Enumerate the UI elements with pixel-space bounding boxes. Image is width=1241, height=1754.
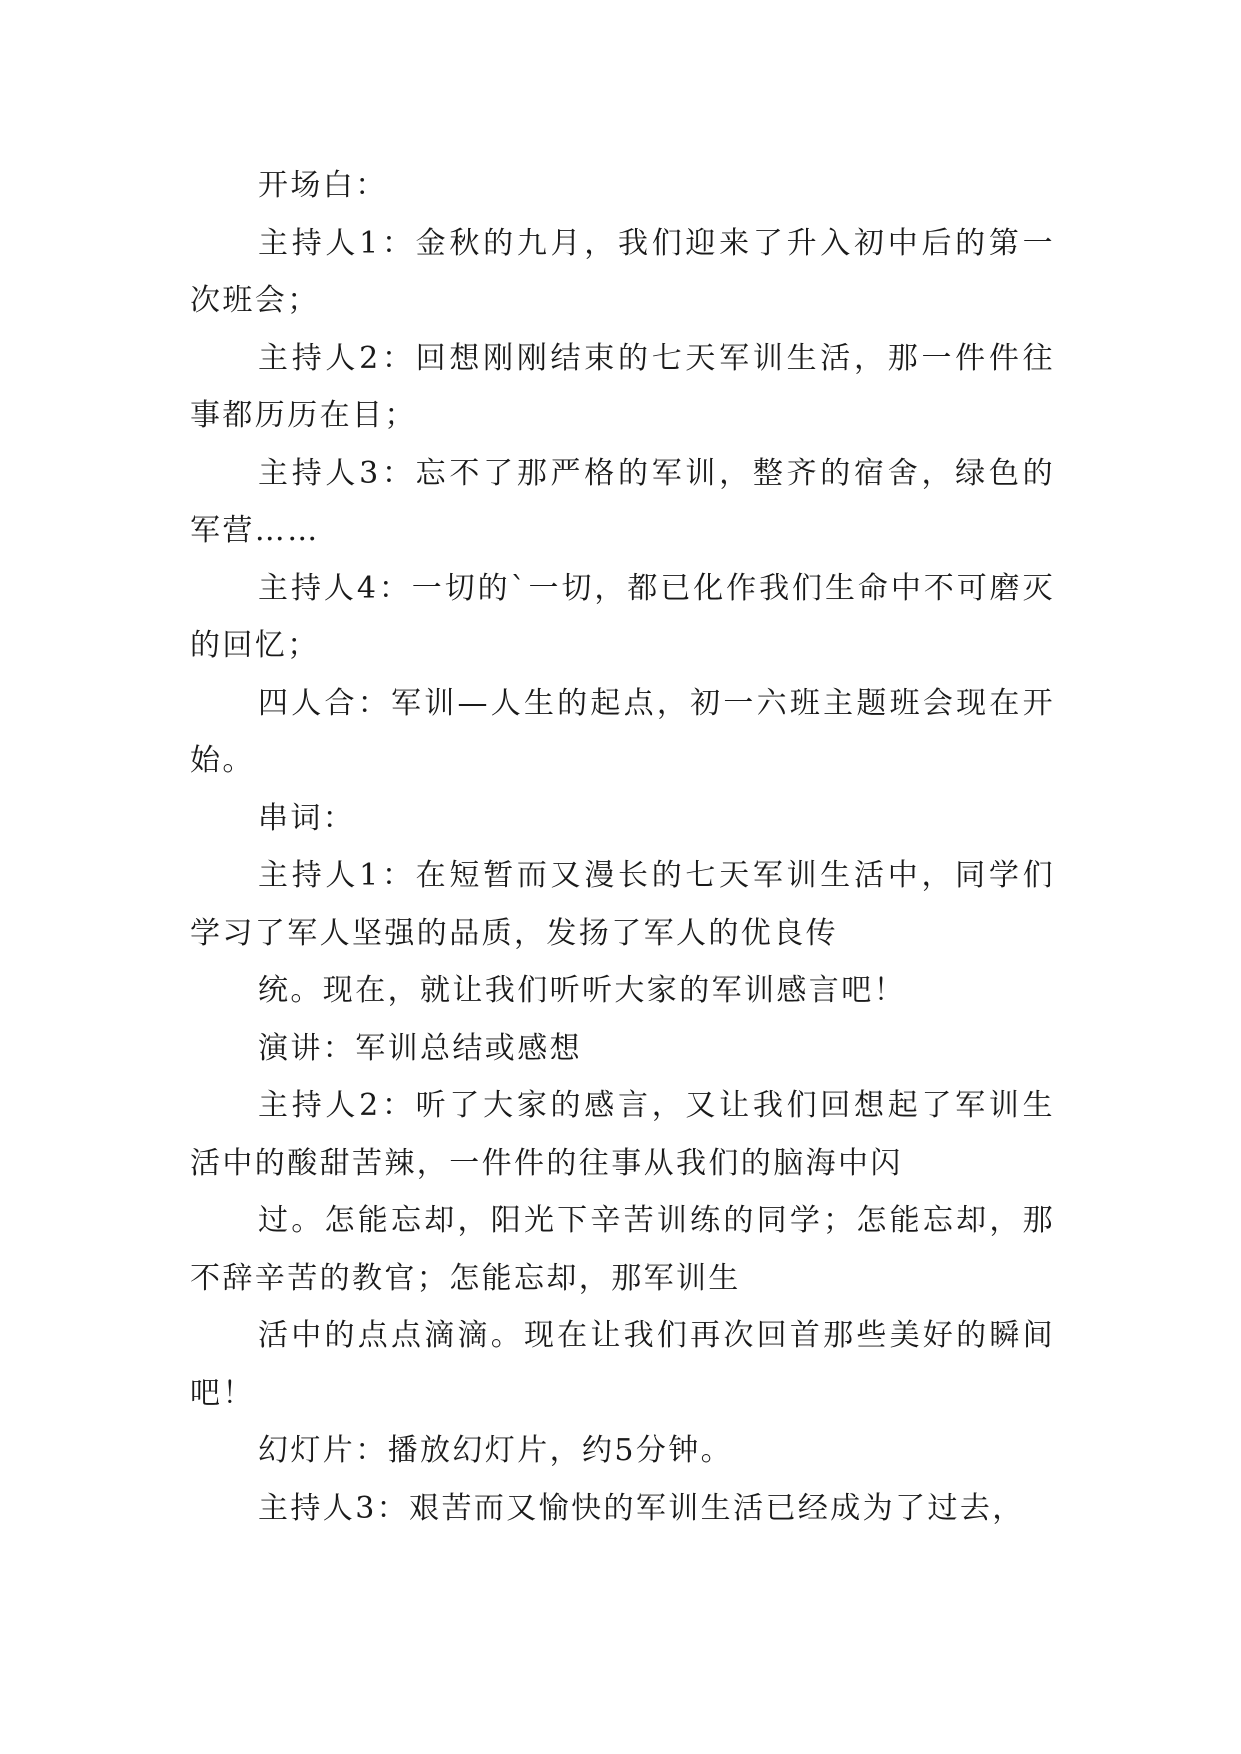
paragraph-speech: 演讲：军训总结或感想 — [258, 1030, 582, 1066]
paragraph-slideshow: 幻灯片：播放幻灯片，约5分钟。 — [258, 1433, 734, 1468]
paragraph-host2-closing: 活中的点点滴滴。现在让我们再次回首那些美好的瞬间吧！ — [190, 1318, 1055, 1411]
paragraph-opening-heading: 开场白： — [258, 168, 388, 203]
paragraph-host3-transition: 主持人3：艰苦而又愉快的军训生活已经成为了过去， — [258, 1490, 1025, 1526]
paragraph-host2-continued: 过。怎能忘却，阳光下辛苦训练的同学；怎能忘却，那不辞辛苦的教官；怎能忘却，那军训生 — [190, 1203, 1055, 1296]
paragraph-host3-intro: 主持人3：忘不了那严格的军训，整齐的宿舍，绿色的军营…… — [190, 455, 1055, 548]
paragraph-host1-continued: 统。现在，就让我们听听大家的军训感言吧！ — [258, 973, 906, 1008]
paragraph-host1-intro: 主持人1：金秋的九月，我们迎来了升入初中后的第一次班会； — [190, 225, 1055, 318]
paragraph-transition-heading: 串词： — [258, 800, 356, 836]
paragraph-all-hosts: 四人合：军训—人生的起点，初一六班主题班会现在开始。 — [190, 685, 1055, 778]
paragraph-host2-transition: 主持人2：听了大家的感言，又让我们回想起了军训生活中的酸甜苦辣，一件件的往事从我们的脑海中闪 — [190, 1088, 1055, 1181]
paragraph-host1-transition: 主持人1：在短暂而又漫长的七天军训生活中，同学们学习了军人坚强的品质，发扬了军人的优良传 — [190, 858, 1055, 951]
paragraph-host2-intro: 主持人2：回想刚刚结束的七天军训生活，那一件件往事都历历在目； — [190, 340, 1055, 433]
paragraph-host4-intro: 主持人4：一切的`一切，都已化作我们生命中不可磨灭的回忆； — [190, 570, 1055, 663]
document-body — [190, 157, 1055, 1537]
